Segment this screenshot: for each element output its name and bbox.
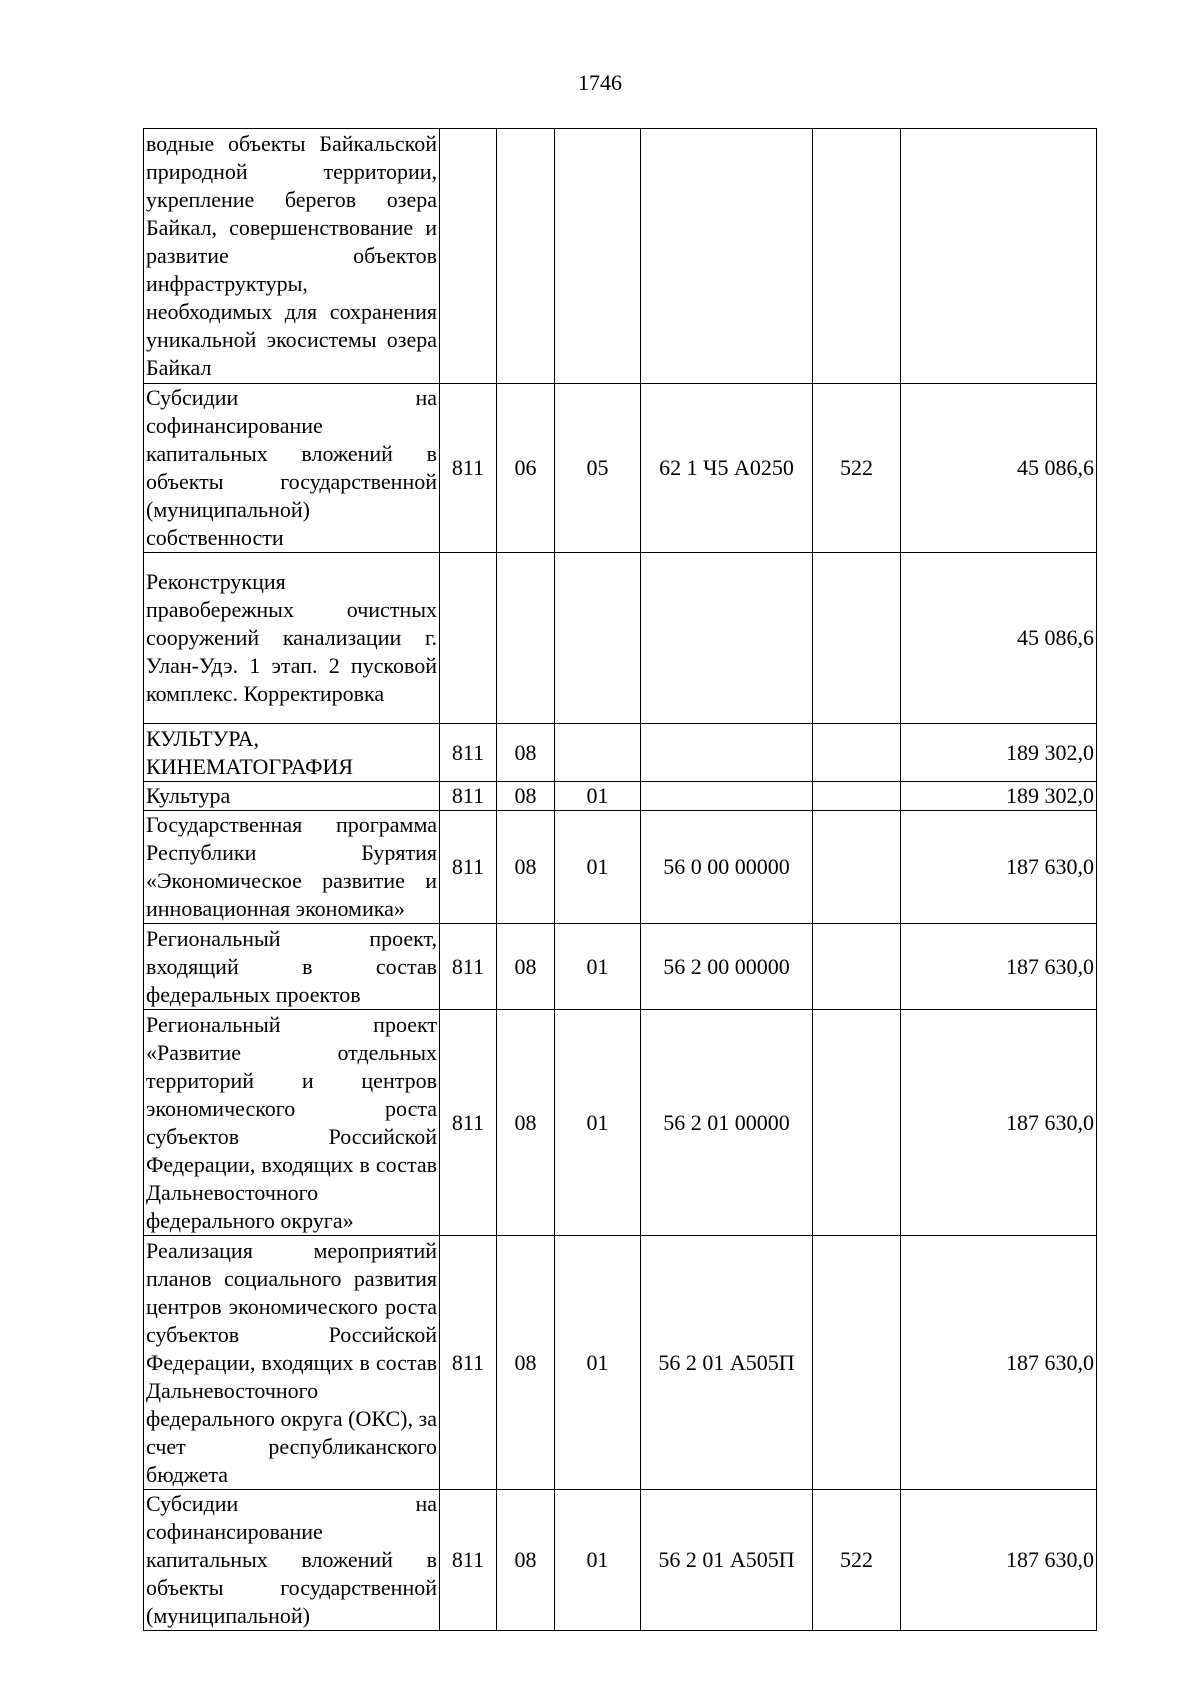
row-csr-code: 56 0 00 00000 [641, 811, 813, 924]
row-pr-code: 01 [555, 811, 641, 924]
table-row [144, 811, 1097, 924]
row-pr-code: 01 [555, 1490, 641, 1631]
row-name: Субсидии на софинансирование капитальных вложений в объекты государственной (муниципальной) [144, 1490, 440, 1631]
row-csr-code [641, 724, 813, 782]
row-name: Региональный проект «Развитие отдельных территорий и центров экономического роста субъектов Российской Федерации, входящих в состав Дальневосточного федерального округа» [144, 1010, 440, 1236]
row-rz-code: 08 [497, 1010, 555, 1236]
row-pr-code [555, 724, 641, 782]
row-csr-code [641, 553, 813, 724]
row-rz-code: 06 [497, 384, 555, 553]
row-rz-code: 08 [497, 811, 555, 924]
budget-table-body [144, 129, 1097, 1631]
row-gr-code: 811 [440, 1010, 497, 1236]
row-name: Государственная программа Республики Бурятия «Экономическое развитие и инновационная экономика» [144, 811, 440, 924]
row-csr-code: 56 2 00 00000 [641, 924, 813, 1010]
row-rz-code: 08 [497, 1490, 555, 1631]
row-name: водные объекты Байкальской природной территории, укрепление берегов озера Байкал, совершенствование и развитие объектов инфраструктуры, необходимых для сохранения уникальной экосистемы озера Байкал [144, 129, 440, 384]
table-row [144, 553, 1097, 724]
row-amount: 45 086,6 [901, 384, 1097, 553]
table-row [144, 724, 1097, 782]
row-pr-code: 01 [555, 1236, 641, 1490]
table-row [144, 129, 1097, 384]
row-name: Субсидии на софинансирование капитальных вложений в объекты государственной (муниципальной) собственности [144, 384, 440, 553]
row-name: Культура [144, 782, 440, 811]
row-rz-code: 08 [497, 1236, 555, 1490]
row-rz-code [497, 129, 555, 384]
row-pr-code: 01 [555, 782, 641, 811]
row-gr-code: 811 [440, 1490, 497, 1631]
table-row [144, 1236, 1097, 1490]
table-row [144, 1010, 1097, 1236]
table-row [144, 1490, 1097, 1631]
row-amount [901, 129, 1097, 384]
row-vr-code [813, 782, 901, 811]
page-number: 1746 [578, 70, 622, 95]
table-row [144, 782, 1097, 811]
row-gr-code [440, 553, 497, 724]
row-csr-code [641, 782, 813, 811]
row-rz-code [497, 553, 555, 724]
row-amount: 187 630,0 [901, 1236, 1097, 1490]
row-amount: 187 630,0 [901, 811, 1097, 924]
row-vr-code [813, 724, 901, 782]
row-rz-code: 08 [497, 782, 555, 811]
row-gr-code: 811 [440, 384, 497, 553]
row-csr-code [641, 129, 813, 384]
row-gr-code: 811 [440, 724, 497, 782]
row-vr-code [813, 811, 901, 924]
row-amount: 187 630,0 [901, 924, 1097, 1010]
row-vr-code: 522 [813, 1490, 901, 1631]
budget-table [143, 128, 1097, 1631]
row-gr-code: 811 [440, 782, 497, 811]
row-amount: 187 630,0 [901, 1490, 1097, 1631]
row-name: Реализация мероприятий планов социального развития центров экономического роста субъектов Российской Федерации, входящих в состав Дальневосточного федерального округа (ОКС), за счет республиканского бюджета [144, 1236, 440, 1490]
row-gr-code: 811 [440, 811, 497, 924]
row-pr-code: 01 [555, 924, 641, 1010]
row-vr-code: 522 [813, 384, 901, 553]
row-vr-code [813, 129, 901, 384]
row-vr-code [813, 1236, 901, 1490]
row-vr-code [813, 1010, 901, 1236]
row-csr-code: 56 2 01 А505П [641, 1236, 813, 1490]
row-name: Региональный проект, входящий в состав федеральных проектов [144, 924, 440, 1010]
row-vr-code [813, 924, 901, 1010]
row-gr-code: 811 [440, 924, 497, 1010]
row-csr-code: 56 2 01 00000 [641, 1010, 813, 1236]
row-amount: 45 086,6 [901, 553, 1097, 724]
row-pr-code [555, 553, 641, 724]
row-pr-code: 05 [555, 384, 641, 553]
row-rz-code: 08 [497, 724, 555, 782]
row-amount: 189 302,0 [901, 782, 1097, 811]
table-row [144, 384, 1097, 553]
row-pr-code [555, 129, 641, 384]
row-pr-code: 01 [555, 1010, 641, 1236]
row-name: КУЛЬТУРА, КИНЕМАТОГРАФИЯ [144, 724, 440, 782]
row-rz-code: 08 [497, 924, 555, 1010]
row-gr-code: 811 [440, 1236, 497, 1490]
row-gr-code [440, 129, 497, 384]
row-amount: 187 630,0 [901, 1010, 1097, 1236]
row-csr-code: 62 1 Ч5 А0250 [641, 384, 813, 553]
row-name: Реконструкция правобережных очистных сооружений канализации г. Улан-Удэ. 1 этап. 2 пусковой комплекс. Корректировка [144, 553, 440, 724]
row-vr-code [813, 553, 901, 724]
row-amount: 189 302,0 [901, 724, 1097, 782]
row-csr-code: 56 2 01 А505П [641, 1490, 813, 1631]
table-row [144, 924, 1097, 1010]
